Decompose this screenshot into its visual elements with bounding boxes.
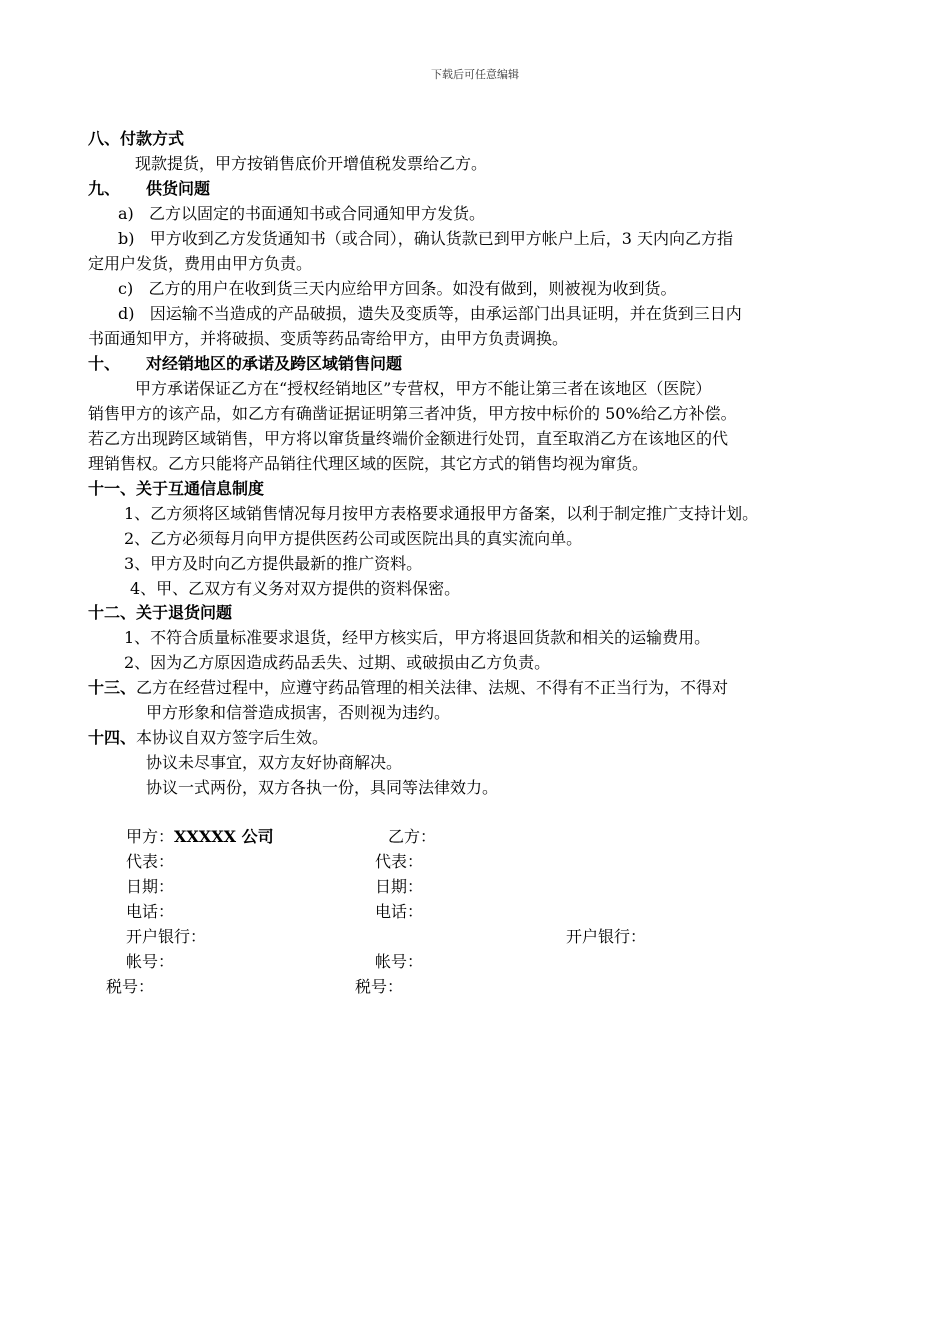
party-b-rep: 代表： (375, 852, 424, 871)
section-10-line-4: 理销售权。乙方只能将产品销往代理区域的医院，其它方式的销售均视为窜货。 (88, 454, 649, 473)
party-a-company: XXXXX 公司 (174, 827, 274, 846)
section-8-paragraph: 现款提货，甲方按销售底价开增值税发票给乙方。 (135, 154, 488, 173)
item-text: 因运输不当造成的产品破损，遗失及变质等，由承运部门出具证明，并在货到三日内 (149, 304, 742, 323)
section-9-item-b (118, 229, 733, 249)
section-9-item-d (118, 304, 742, 324)
section-8-heading (88, 129, 184, 149)
section-13-line-1 (88, 678, 728, 698)
section-10-number: 十、 (88, 354, 121, 373)
party-a-label: 甲方： (126, 827, 175, 846)
section-11-item-1: 1、乙方须将区域销售情况每月按甲方表格要求通报甲方备案，以利于制定推广支持计划。 (124, 504, 759, 523)
section-13-line-2: 甲方形象和信誉造成损害，否则视为违约。 (146, 703, 451, 722)
section-12-item-2: 2、因为乙方原因造成药品丢失、过期、或破损由乙方负责。 (124, 653, 551, 672)
section-9-item-b-cont: 定用户发货，费用由甲方负责。 (88, 254, 313, 273)
party-b-label: 乙方： (388, 827, 437, 846)
item-text: 乙方以固定的书面通知书或合同通知甲方发货。 (149, 204, 486, 223)
header-note: 下载后可任意编辑 (431, 68, 519, 81)
section-13-text: 乙方在经营过程中，应遵守药品管理的相关法律、法规、不得有不正当行为，不得对 (136, 678, 729, 697)
section-11-item-4: 4、甲、乙双方有义务对双方提供的资料保密。 (130, 579, 461, 598)
section-9-heading (88, 179, 210, 199)
section-13-number: 十三、 (88, 678, 137, 697)
party-b-date: 日期： (375, 877, 424, 896)
party-a-account: 帐号： (126, 952, 175, 971)
section-9-item-d-cont: 书面通知甲方，并将破损、变质等药品寄给甲方，由甲方负责调换。 (88, 329, 569, 348)
section-14-text: 本协议自双方签字后生效。 (136, 728, 329, 747)
party-a-bank: 开户银行： (126, 927, 207, 946)
section-11-heading: 十一、关于互通信息制度 (88, 479, 265, 498)
section-14-number: 十四、 (88, 728, 137, 747)
item-marker: b) (118, 229, 135, 248)
item-marker: c) (118, 279, 134, 298)
item-marker: d) (118, 304, 135, 323)
section-14-line-2: 协议未尽事宜，双方友好协商解决。 (146, 753, 403, 772)
party-a-tax: 税号： (106, 977, 155, 996)
section-10-heading (88, 354, 402, 374)
section-12-heading: 十二、关于退货问题 (88, 603, 233, 622)
party-b-phone: 电话： (375, 902, 424, 921)
party-b-account: 帐号： (375, 952, 424, 971)
section-9-item-c (118, 279, 676, 299)
section-9-title: 供货问题 (146, 179, 211, 198)
section-10-title: 对经销地区的承诺及跨区域销售问题 (146, 354, 403, 373)
party-a-phone: 电话： (126, 902, 175, 921)
section-8-title: 付款方式 (120, 129, 185, 148)
party-a-rep: 代表： (126, 852, 175, 871)
section-14-line-3: 协议一式两份，双方各执一份，具同等法律效力。 (146, 778, 499, 797)
section-12-item-1: 1、不符合质量标准要求退货，经甲方核实后，甲方将退回货款和相关的运输费用。 (124, 628, 711, 647)
party-a-line (126, 827, 274, 847)
section-11-item-3: 3、甲方及时向乙方提供最新的推广资料。 (124, 554, 423, 573)
section-8-number: 八、 (88, 129, 121, 148)
section-10-line-3: 若乙方出现跨区域销售，甲方将以窜货量终端价金额进行处罚，直至取消乙方在该地区的代 (88, 429, 729, 448)
section-9-item-a (118, 204, 485, 224)
item-text: 乙方的用户在收到货三天内应给甲方回条。如没有做到，则被视为收到货。 (148, 279, 677, 298)
section-14-line-1 (88, 728, 328, 748)
section-11-item-2: 2、乙方必须每月向甲方提供医药公司或医院出具的真实流向单。 (124, 529, 583, 548)
party-b-bank: 开户银行： (566, 927, 647, 946)
item-text: 甲方收到乙方发货通知书（或合同），确认货款已到甲方帐户上后，3 天内向乙方指 (149, 229, 734, 248)
section-10-line-2: 销售甲方的该产品，如乙方有确凿证据证明第三者冲货，甲方按中标价的 50%给乙方补偿。 (88, 404, 737, 423)
party-a-date: 日期： (126, 877, 175, 896)
party-b-tax: 税号： (355, 977, 404, 996)
item-marker: a) (118, 204, 134, 223)
section-10-line-1: 甲方承诺保证乙方在“授权经销地区”专营权，甲方不能让第三者在该地区（医院） (135, 379, 712, 398)
section-9-number: 九、 (88, 179, 121, 198)
